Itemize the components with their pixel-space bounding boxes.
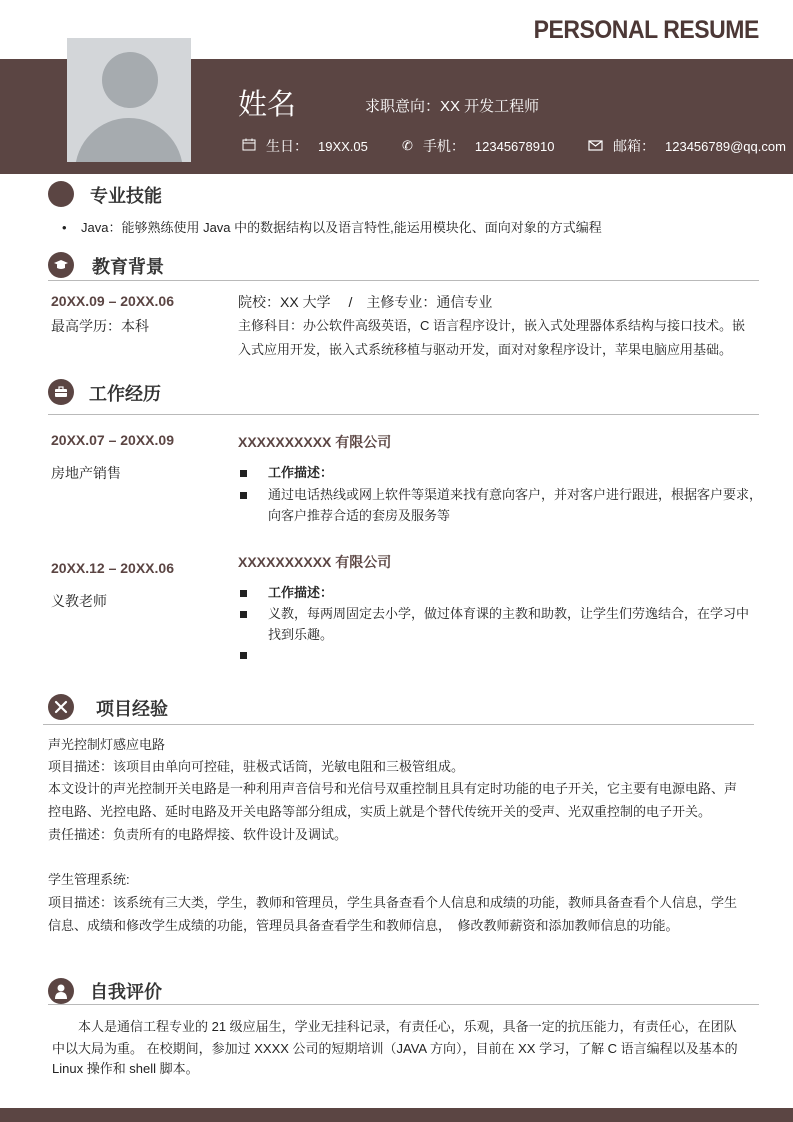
empty-bullet-row: [240, 644, 268, 666]
birthday-value: 19XX.05: [318, 138, 368, 154]
graduation-cap-icon: [48, 252, 74, 278]
education-courses-line1: 主修科目：办公软件高级英语，C 语言程序设计，嵌入式处理器体系结构与接口技术。嵌: [238, 318, 746, 333]
job-desc-label-row: [240, 462, 333, 484]
project-line: 信息、成绩和修改学生成绩的功能，管理员具备查看学生和教师信息， 修改教师薪资和添加教师信息的功能。: [48, 918, 679, 933]
email-info: [588, 136, 786, 156]
calendar-icon: [242, 138, 256, 154]
bullet-square: [240, 611, 247, 618]
education-degree: 最高学历：本科: [51, 318, 149, 334]
projects-section-title: 项目经验: [96, 699, 168, 719]
birthday-label: 生日：: [266, 138, 308, 154]
job-desc-line2: 向客户推荐合适的套房及服务等: [268, 508, 451, 523]
education-school: 院校：XX 大学 / 主修专业：通信专业: [238, 294, 493, 310]
job-role: 义教老师: [51, 593, 107, 609]
work-section-title: 工作经历: [89, 384, 161, 404]
project-line: 声光控制灯感应电路: [48, 737, 166, 752]
project-line: 责任描述：负责所有的电路焊接、软件设计及调试。: [48, 827, 348, 842]
birthday-info: [242, 136, 368, 156]
footer-band: [0, 1108, 793, 1122]
phone-icon: ✆: [402, 138, 413, 153]
tools-icon: [48, 694, 74, 720]
bullet-square: [240, 470, 247, 477]
project-line: 学生管理系统:: [48, 872, 130, 887]
self-eval-line2: 中以大局为重。 在校期间，参加过 XXXX 公司的短期培训（JAVA 方向），目前在 XX 学习，了解 C 语言编程以及基本的: [52, 1041, 738, 1056]
self-eval-divider: [48, 1004, 759, 1005]
project-line: 项目描述：该项目由单向可控硅，驻极式话筒，光敏电阻和三极管组成。: [48, 759, 465, 774]
projects-divider: [43, 724, 754, 725]
resume-banner-title: PERSONAL RESUME: [533, 16, 759, 44]
job-date: 20XX.07 – 20XX.09: [51, 432, 174, 448]
work-divider: [48, 414, 759, 415]
job-desc-line1-row: [240, 603, 749, 625]
avatar-body-shape: [75, 118, 183, 162]
project-line: 本文设计的声光控制开关电路是一种利用声音信号和光信号双重控制且具有定时功能的电子开关，它主要有电源电路、声: [48, 781, 738, 796]
self-eval-line1: 本人是通信工程专业的 21 级应届生，学业无挂科记录，有责任心，乐观，具备一定的抗压能力，有责任心，在团队: [52, 1019, 737, 1034]
bullet-square: [240, 652, 247, 659]
job-desc-line1: 义教，每两周固定去小学，做过体育课的主教和助教，让学生们劳逸结合，在学习中: [268, 606, 750, 621]
job-date: 20XX.12 – 20XX.06: [51, 560, 174, 576]
skills-icon: [48, 181, 74, 207]
project-line: 控电路、光控电路、延时电路及开关电路等部分组成，实质上就是个替代传统开关的受声、光双重控制的电子开关。: [48, 804, 712, 819]
phone-value: 12345678910: [474, 138, 555, 154]
avatar-placeholder: [67, 38, 191, 162]
education-courses-line2: 入式应用开发，嵌入式系统移植与驱动开发，面对对象程序设计，苹果电脑应用基础。: [238, 342, 733, 357]
briefcase-icon: [48, 379, 74, 405]
education-divider: [48, 280, 759, 281]
job-desc-line1: 通过电话热线或网上软件等渠道来找有意向客户，并对客户进行跟进，根据客户要求，: [268, 487, 763, 502]
phone-info: [402, 136, 554, 156]
email-value: 123456789@qq.com: [665, 138, 786, 154]
job-intent: 求职意向：XX 开发工程师: [365, 98, 540, 115]
candidate-name: 姓名: [238, 89, 297, 121]
project-line: 项目描述：该系统有三大类，学生，教师和管理员，学生具备查看个人信息和成绩的功能，教师具备查看个人信息，学生: [48, 895, 738, 910]
job-role: 房地产销售: [51, 465, 121, 481]
education-date: 20XX.09 – 20XX.06: [51, 293, 174, 309]
job-desc-label: 工作描述：: [268, 585, 334, 600]
person-icon: [48, 978, 74, 1004]
job-desc-line2: 找到乐趣。: [268, 627, 334, 642]
bullet-square: [240, 590, 247, 597]
email-label: 邮箱：: [613, 138, 655, 154]
job-company: XXXXXXXXXX 有限公司: [238, 554, 392, 570]
job-desc-label-row: [240, 582, 333, 604]
phone-label: 手机：: [422, 138, 465, 154]
bullet-square: [240, 492, 247, 499]
skills-section-title: 专业技能: [90, 186, 162, 206]
job-desc-line1-row: [240, 484, 762, 506]
envelope-icon: [588, 139, 603, 154]
avatar-head-shape: [102, 52, 158, 108]
skills-list-item: • Java：能够熟练使用 Java 中的数据结构以及语言特性,能运用模块化、面向对象的方式编程: [62, 220, 602, 235]
self-eval-section-title: 自我评价: [90, 982, 162, 1002]
education-section-title: 教育背景: [92, 257, 164, 277]
job-company: XXXXXXXXXX 有限公司: [238, 434, 392, 450]
job-desc-label: 工作描述：: [268, 465, 334, 480]
skill-text: Java：能够熟练使用 Java 中的数据结构以及语言特性,能运用模块化、面向对象的方式编程: [81, 220, 602, 235]
self-eval-line3: Linux 操作和 shell 脚本。: [52, 1061, 199, 1076]
